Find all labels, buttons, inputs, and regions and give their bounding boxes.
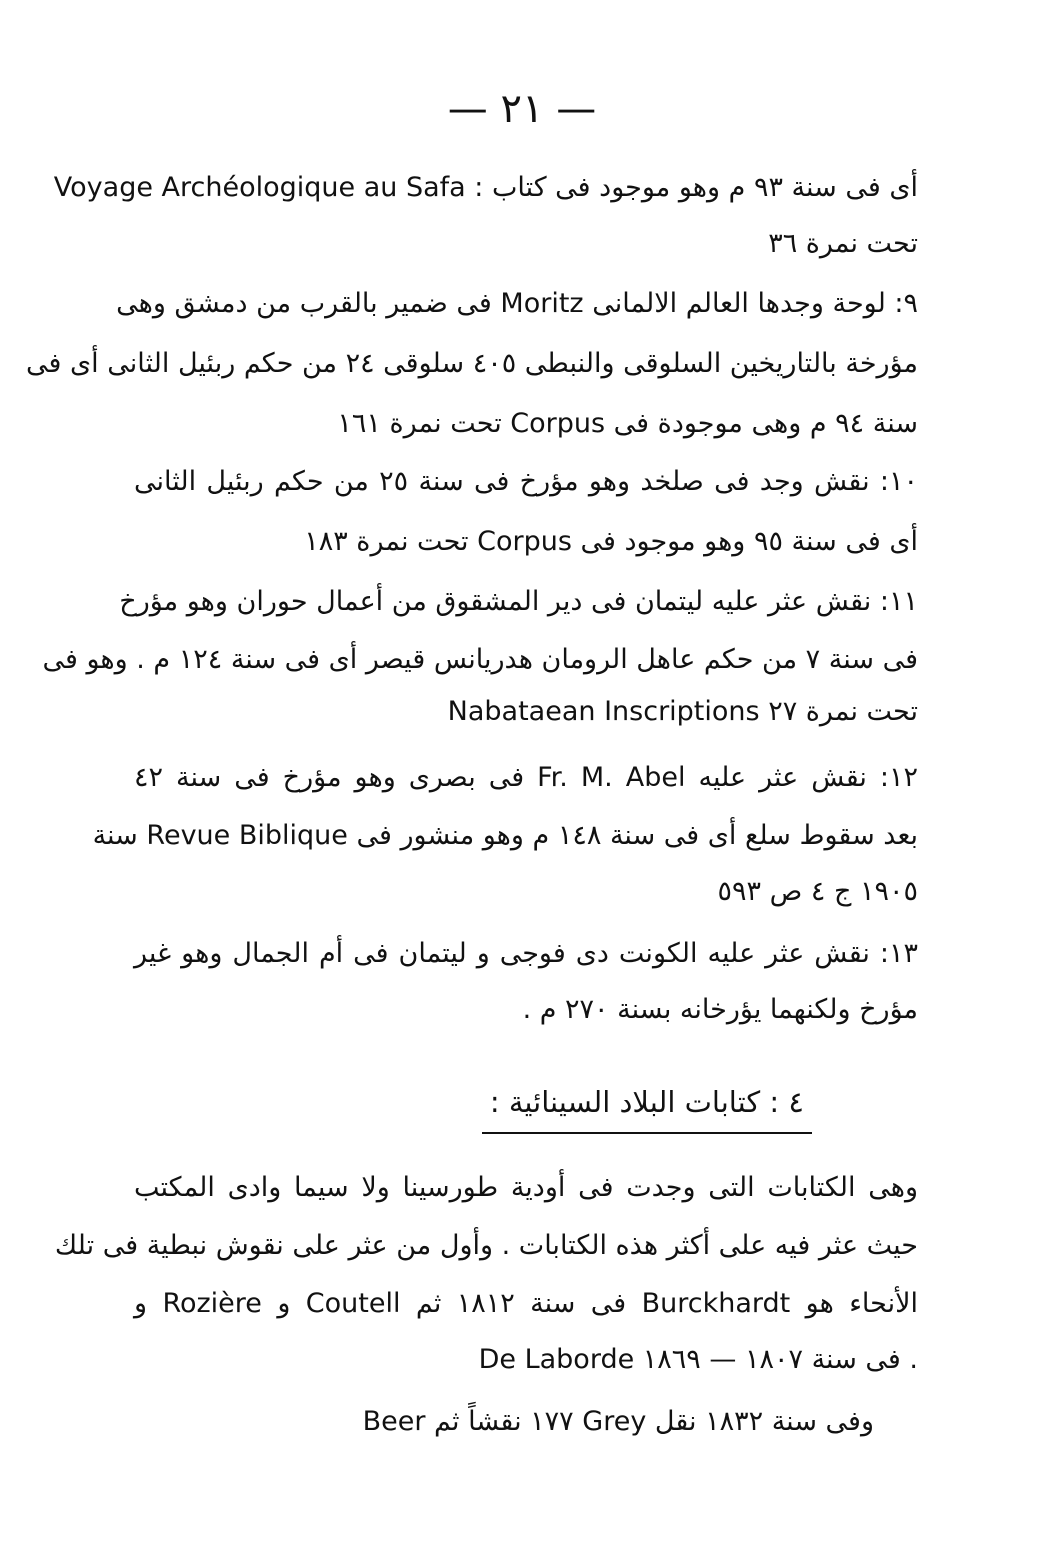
text-line: ١٢: نقش عثر عليه Fr. M. Abel فى بصرى وهو مؤرخ فى سنة ٤٢ <box>134 762 918 793</box>
text-line: De Laborde فى سنة ١٨٠٧ — ١٨٦٩ . <box>478 1344 918 1375</box>
text-line: تحت نمرة ٣٦ <box>768 228 918 259</box>
text-line: ١٩٠٥ ج ٤ ص ٥٩٣ <box>717 876 918 907</box>
text-line: وفى سنة ١٨٣٢ نقل Grey ١٧٧ نقشاً ثم Beer <box>362 1406 874 1437</box>
text-line: ١٣: نقش عثر عليه الكونت دى فوجى و ليتمان فى أم الجمال وهو غير <box>134 938 918 969</box>
text-line: فى سنة ٧ من حكم عاهل الرومان هدريانس قيصر أى فى سنة ١٢٤ م . وهو فى <box>42 644 918 675</box>
text-line: الأنحاء هو Burckhardt فى سنة ١٨١٢ ثم Coutell و Rozière و <box>134 1288 918 1319</box>
text-line: أى فى سنة ٩٣ م وهو موجود فى كتاب : Voyage Archéologique au Safa <box>53 172 918 203</box>
text-line: مؤرخة بالتاريخين السلوقى والنبطى ٤٠٥ سلوقى ٢٤ من حكم ربئيل الثانى أى فى <box>26 348 918 379</box>
text-line: أى فى سنة ٩٥ وهو موجود فى Corpus تحت نمرة ١٨٣ <box>304 526 918 557</box>
section-heading: ٤ : كتابات البلاد السينائية : <box>482 1080 812 1134</box>
text-line: Nabataean Inscriptions تحت نمرة ٢٧ <box>447 696 918 727</box>
text-line: مؤرخ ولكنهما يؤرخانه بسنة ٢٧٠ م . <box>522 994 918 1025</box>
text-line: حيث عثر فيه على أكثر هذه الكتابات . وأول من عثر على نقوش نبطية فى تلك <box>54 1230 918 1261</box>
text-line: وهى الكتابات التى وجدت فى أودية طورسينا ولا سيما وادى المكتب <box>134 1172 918 1203</box>
text-line: ١٠: نقش وجد فى صلخد وهو مؤرخ فى سنة ٢٥ من حكم ربئيل الثانى <box>134 466 918 497</box>
page-number: — ٢١ — <box>447 86 597 132</box>
text-line: ٩: لوحة وجدها العالم الالمانى Moritz فى ضمير بالقرب من دمشق وهى <box>116 288 918 319</box>
text-line: سنة ٩٤ م وهى موجودة فى Corpus تحت نمرة ١٦١ <box>337 408 918 439</box>
text-line: ١١: نقش عثر عليه ليتمان فى دير المشقوق من أعمال حوران وهو مؤرخ <box>119 586 918 617</box>
text-line: بعد سقوط سلع أى فى سنة ١٤٨ م وهو منشور فى Revue Biblique سنة <box>92 820 918 851</box>
